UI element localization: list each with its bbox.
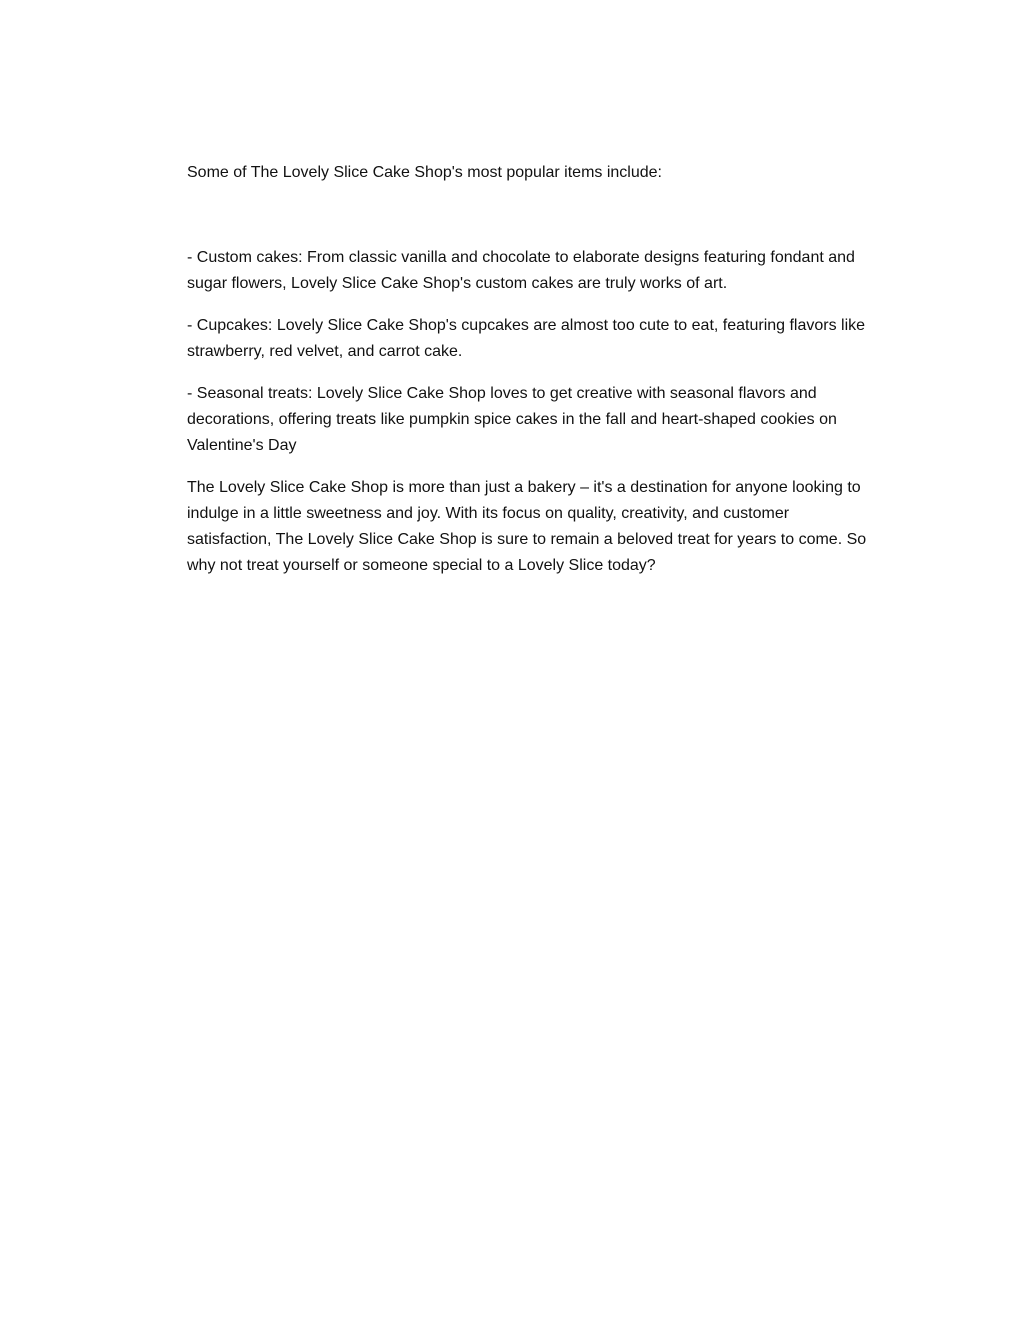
text-line: decorations, offering treats like pumpkin spice cakes in the fall and heart-shaped cookies on (187, 411, 837, 428)
text-line: strawberry, red velvet, and carrot cake. (187, 343, 463, 360)
list-item-seasonal-treats (187, 381, 907, 459)
text-line: - Cupcakes: Lovely Slice Cake Shop's cupcakes are almost too cute to eat, featuring flavors like (187, 317, 866, 334)
text-line: sugar flowers, Lovely Slice Cake Shop's custom cakes are truly works of art. (187, 275, 728, 292)
list-item-cupcakes (187, 313, 907, 365)
intro-text: Some of The Lovely Slice Cake Shop's most popular items include: (187, 164, 662, 181)
document-body (187, 160, 907, 595)
text-line: The Lovely Slice Cake Shop is more than just a bakery – it's a destination for anyone looking to (187, 479, 861, 496)
list-item-custom-cakes (187, 245, 907, 297)
closing-paragraph (187, 475, 907, 579)
text-line: - Seasonal treats: Lovely Slice Cake Shop loves to get creative with seasonal flavors and (187, 385, 817, 402)
text-line: satisfaction, The Lovely Slice Cake Shop is sure to remain a beloved treat for years to come. So (187, 531, 867, 548)
text-line: - Custom cakes: From classic vanilla and chocolate to elaborate designs featuring fondant and (187, 249, 855, 266)
text-line: why not treat yourself or someone special to a Lovely Slice today? (187, 557, 656, 574)
text-line: indulge in a little sweetness and joy. With its focus on quality, creativity, and customer (187, 505, 790, 522)
text-line: Valentine's Day (187, 437, 297, 454)
